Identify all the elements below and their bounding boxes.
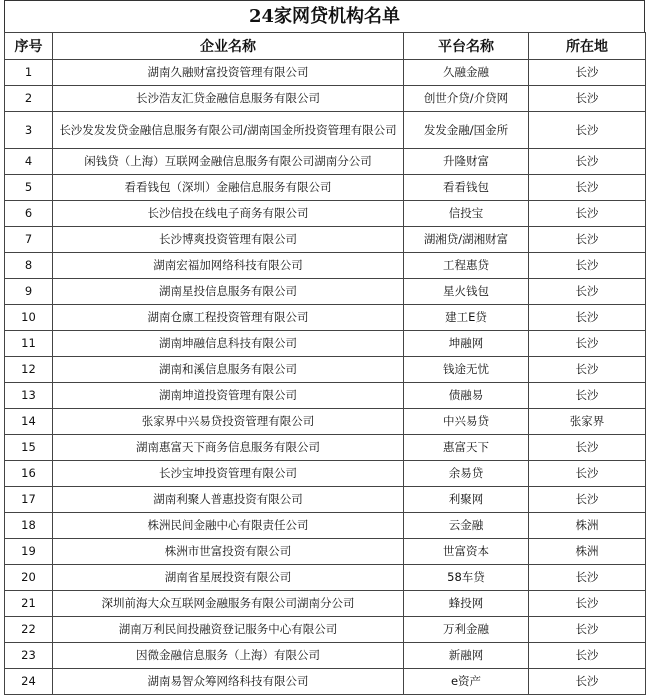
cell-platform: 发发金融/国金所 — [404, 112, 529, 149]
cell-platform: 世富资本 — [404, 539, 529, 565]
cell-company: 湖南万利民间投融资登记服务中心有限公司 — [53, 617, 404, 643]
table-row — [5, 643, 646, 669]
cell-company: 湖南宏福加网络科技有限公司 — [53, 253, 404, 279]
cell-number: 15 — [5, 435, 53, 461]
cell-company: 深圳前海大众互联网金融服务有限公司湖南分公司 — [53, 591, 404, 617]
cell-platform: 云金融 — [404, 513, 529, 539]
cell-number: 20 — [5, 565, 53, 591]
header-city: 所在地 — [529, 33, 646, 60]
table-row — [5, 591, 646, 617]
cell-company: 长沙宝坤投资管理有限公司 — [53, 461, 404, 487]
cell-number: 9 — [5, 279, 53, 305]
table-row — [5, 383, 646, 409]
table-row — [5, 669, 646, 695]
table-row — [5, 409, 646, 435]
cell-number: 16 — [5, 461, 53, 487]
cell-company: 湖南利聚人普惠投资有限公司 — [53, 487, 404, 513]
cell-platform: 久融金融 — [404, 60, 529, 86]
cell-number: 5 — [5, 175, 53, 201]
cell-company: 湖南久融财富投资管理有限公司 — [53, 60, 404, 86]
cell-platform: 建工E贷 — [404, 305, 529, 331]
header-row — [5, 33, 646, 60]
table-row — [5, 565, 646, 591]
cell-city: 长沙 — [529, 227, 646, 253]
cell-platform: 余易贷 — [404, 461, 529, 487]
table-row — [5, 617, 646, 643]
table-row — [5, 539, 646, 565]
cell-company: 因微金融信息服务（上海）有限公司 — [53, 643, 404, 669]
cell-number: 18 — [5, 513, 53, 539]
table-row — [5, 227, 646, 253]
cell-city: 长沙 — [529, 112, 646, 149]
cell-city: 长沙 — [529, 487, 646, 513]
cell-city: 长沙 — [529, 669, 646, 695]
cell-company: 湖南惠富天下商务信息服务有限公司 — [53, 435, 404, 461]
cell-company: 长沙博爽投资管理有限公司 — [53, 227, 404, 253]
cell-city: 长沙 — [529, 201, 646, 227]
cell-city: 株洲 — [529, 513, 646, 539]
cell-platform: 湖湘贷/湖湘财富 — [404, 227, 529, 253]
cell-city: 长沙 — [529, 461, 646, 487]
cell-company: 湖南省星展投资有限公司 — [53, 565, 404, 591]
cell-city: 长沙 — [529, 175, 646, 201]
cell-company: 湖南易智众筹网络科技有限公司 — [53, 669, 404, 695]
cell-number: 13 — [5, 383, 53, 409]
cell-number: 23 — [5, 643, 53, 669]
cell-number: 10 — [5, 305, 53, 331]
cell-company: 湖南仓廪工程投资管理有限公司 — [53, 305, 404, 331]
table-row — [5, 357, 646, 383]
cell-city: 长沙 — [529, 643, 646, 669]
cell-city: 长沙 — [529, 383, 646, 409]
cell-company: 长沙信投在线电子商务有限公司 — [53, 201, 404, 227]
cell-city: 长沙 — [529, 591, 646, 617]
cell-number: 22 — [5, 617, 53, 643]
cell-company: 株洲民间金融中心有限责任公司 — [53, 513, 404, 539]
table-row — [5, 279, 646, 305]
cell-city: 长沙 — [529, 60, 646, 86]
cell-city: 长沙 — [529, 149, 646, 175]
cell-platform: 钱途无忧 — [404, 357, 529, 383]
cell-platform: 工程惠贷 — [404, 253, 529, 279]
institution-table — [4, 32, 646, 695]
cell-company: 长沙浩友汇贷金融信息服务有限公司 — [53, 86, 404, 112]
cell-company: 湖南坤道投资管理有限公司 — [53, 383, 404, 409]
cell-city: 长沙 — [529, 617, 646, 643]
cell-city: 长沙 — [529, 305, 646, 331]
cell-platform: 新融网 — [404, 643, 529, 669]
cell-city: 张家界 — [529, 409, 646, 435]
cell-city: 长沙 — [529, 331, 646, 357]
header-company: 企业名称 — [53, 33, 404, 60]
table-row — [5, 201, 646, 227]
cell-number: 14 — [5, 409, 53, 435]
cell-number: 19 — [5, 539, 53, 565]
cell-number: 24 — [5, 669, 53, 695]
table-title: 24家网贷机构名单 — [4, 0, 645, 32]
cell-platform: 债融易 — [404, 383, 529, 409]
cell-number: 2 — [5, 86, 53, 112]
cell-platform: 58车贷 — [404, 565, 529, 591]
table-row — [5, 305, 646, 331]
cell-number: 17 — [5, 487, 53, 513]
cell-platform: 蜂投网 — [404, 591, 529, 617]
table-row — [5, 331, 646, 357]
table-row — [5, 60, 646, 86]
cell-company: 张家界中兴易贷投资管理有限公司 — [53, 409, 404, 435]
table-row — [5, 435, 646, 461]
cell-city: 长沙 — [529, 357, 646, 383]
cell-city: 长沙 — [529, 253, 646, 279]
cell-number: 1 — [5, 60, 53, 86]
cell-company: 闲钱贷（上海）互联网金融信息服务有限公司湖南分公司 — [53, 149, 404, 175]
cell-number: 4 — [5, 149, 53, 175]
cell-number: 7 — [5, 227, 53, 253]
cell-number: 8 — [5, 253, 53, 279]
cell-company: 湖南和溪信息服务有限公司 — [53, 357, 404, 383]
cell-number: 21 — [5, 591, 53, 617]
cell-platform: 坤融网 — [404, 331, 529, 357]
cell-city: 长沙 — [529, 279, 646, 305]
cell-platform: e资产 — [404, 669, 529, 695]
cell-platform: 信投宝 — [404, 201, 529, 227]
cell-platform: 中兴易贷 — [404, 409, 529, 435]
cell-platform: 升隆财富 — [404, 149, 529, 175]
table-row — [5, 149, 646, 175]
header-number: 序号 — [5, 33, 53, 60]
table-row — [5, 175, 646, 201]
cell-platform: 利聚网 — [404, 487, 529, 513]
table-row — [5, 487, 646, 513]
cell-platform: 创世介贷/介贷网 — [404, 86, 529, 112]
cell-city: 长沙 — [529, 435, 646, 461]
cell-city: 长沙 — [529, 565, 646, 591]
table-row — [5, 86, 646, 112]
table-row — [5, 461, 646, 487]
cell-platform: 惠富天下 — [404, 435, 529, 461]
table-row — [5, 112, 646, 149]
cell-city: 长沙 — [529, 86, 646, 112]
cell-platform: 万利金融 — [404, 617, 529, 643]
cell-city: 株洲 — [529, 539, 646, 565]
table-row — [5, 513, 646, 539]
cell-number: 12 — [5, 357, 53, 383]
cell-company: 看看钱包（深圳）金融信息服务有限公司 — [53, 175, 404, 201]
cell-platform: 看看钱包 — [404, 175, 529, 201]
header-platform: 平台名称 — [404, 33, 529, 60]
cell-company: 株洲市世富投资有限公司 — [53, 539, 404, 565]
cell-company: 湖南坤融信息科技有限公司 — [53, 331, 404, 357]
cell-company: 湖南星投信息服务有限公司 — [53, 279, 404, 305]
cell-number: 11 — [5, 331, 53, 357]
cell-number: 6 — [5, 201, 53, 227]
cell-company: 长沙发发发贷金融信息服务有限公司/湖南国金所投资管理有限公司 — [53, 112, 404, 149]
cell-number: 3 — [5, 112, 53, 149]
table-row — [5, 253, 646, 279]
table-body — [5, 60, 646, 695]
cell-platform: 星火钱包 — [404, 279, 529, 305]
